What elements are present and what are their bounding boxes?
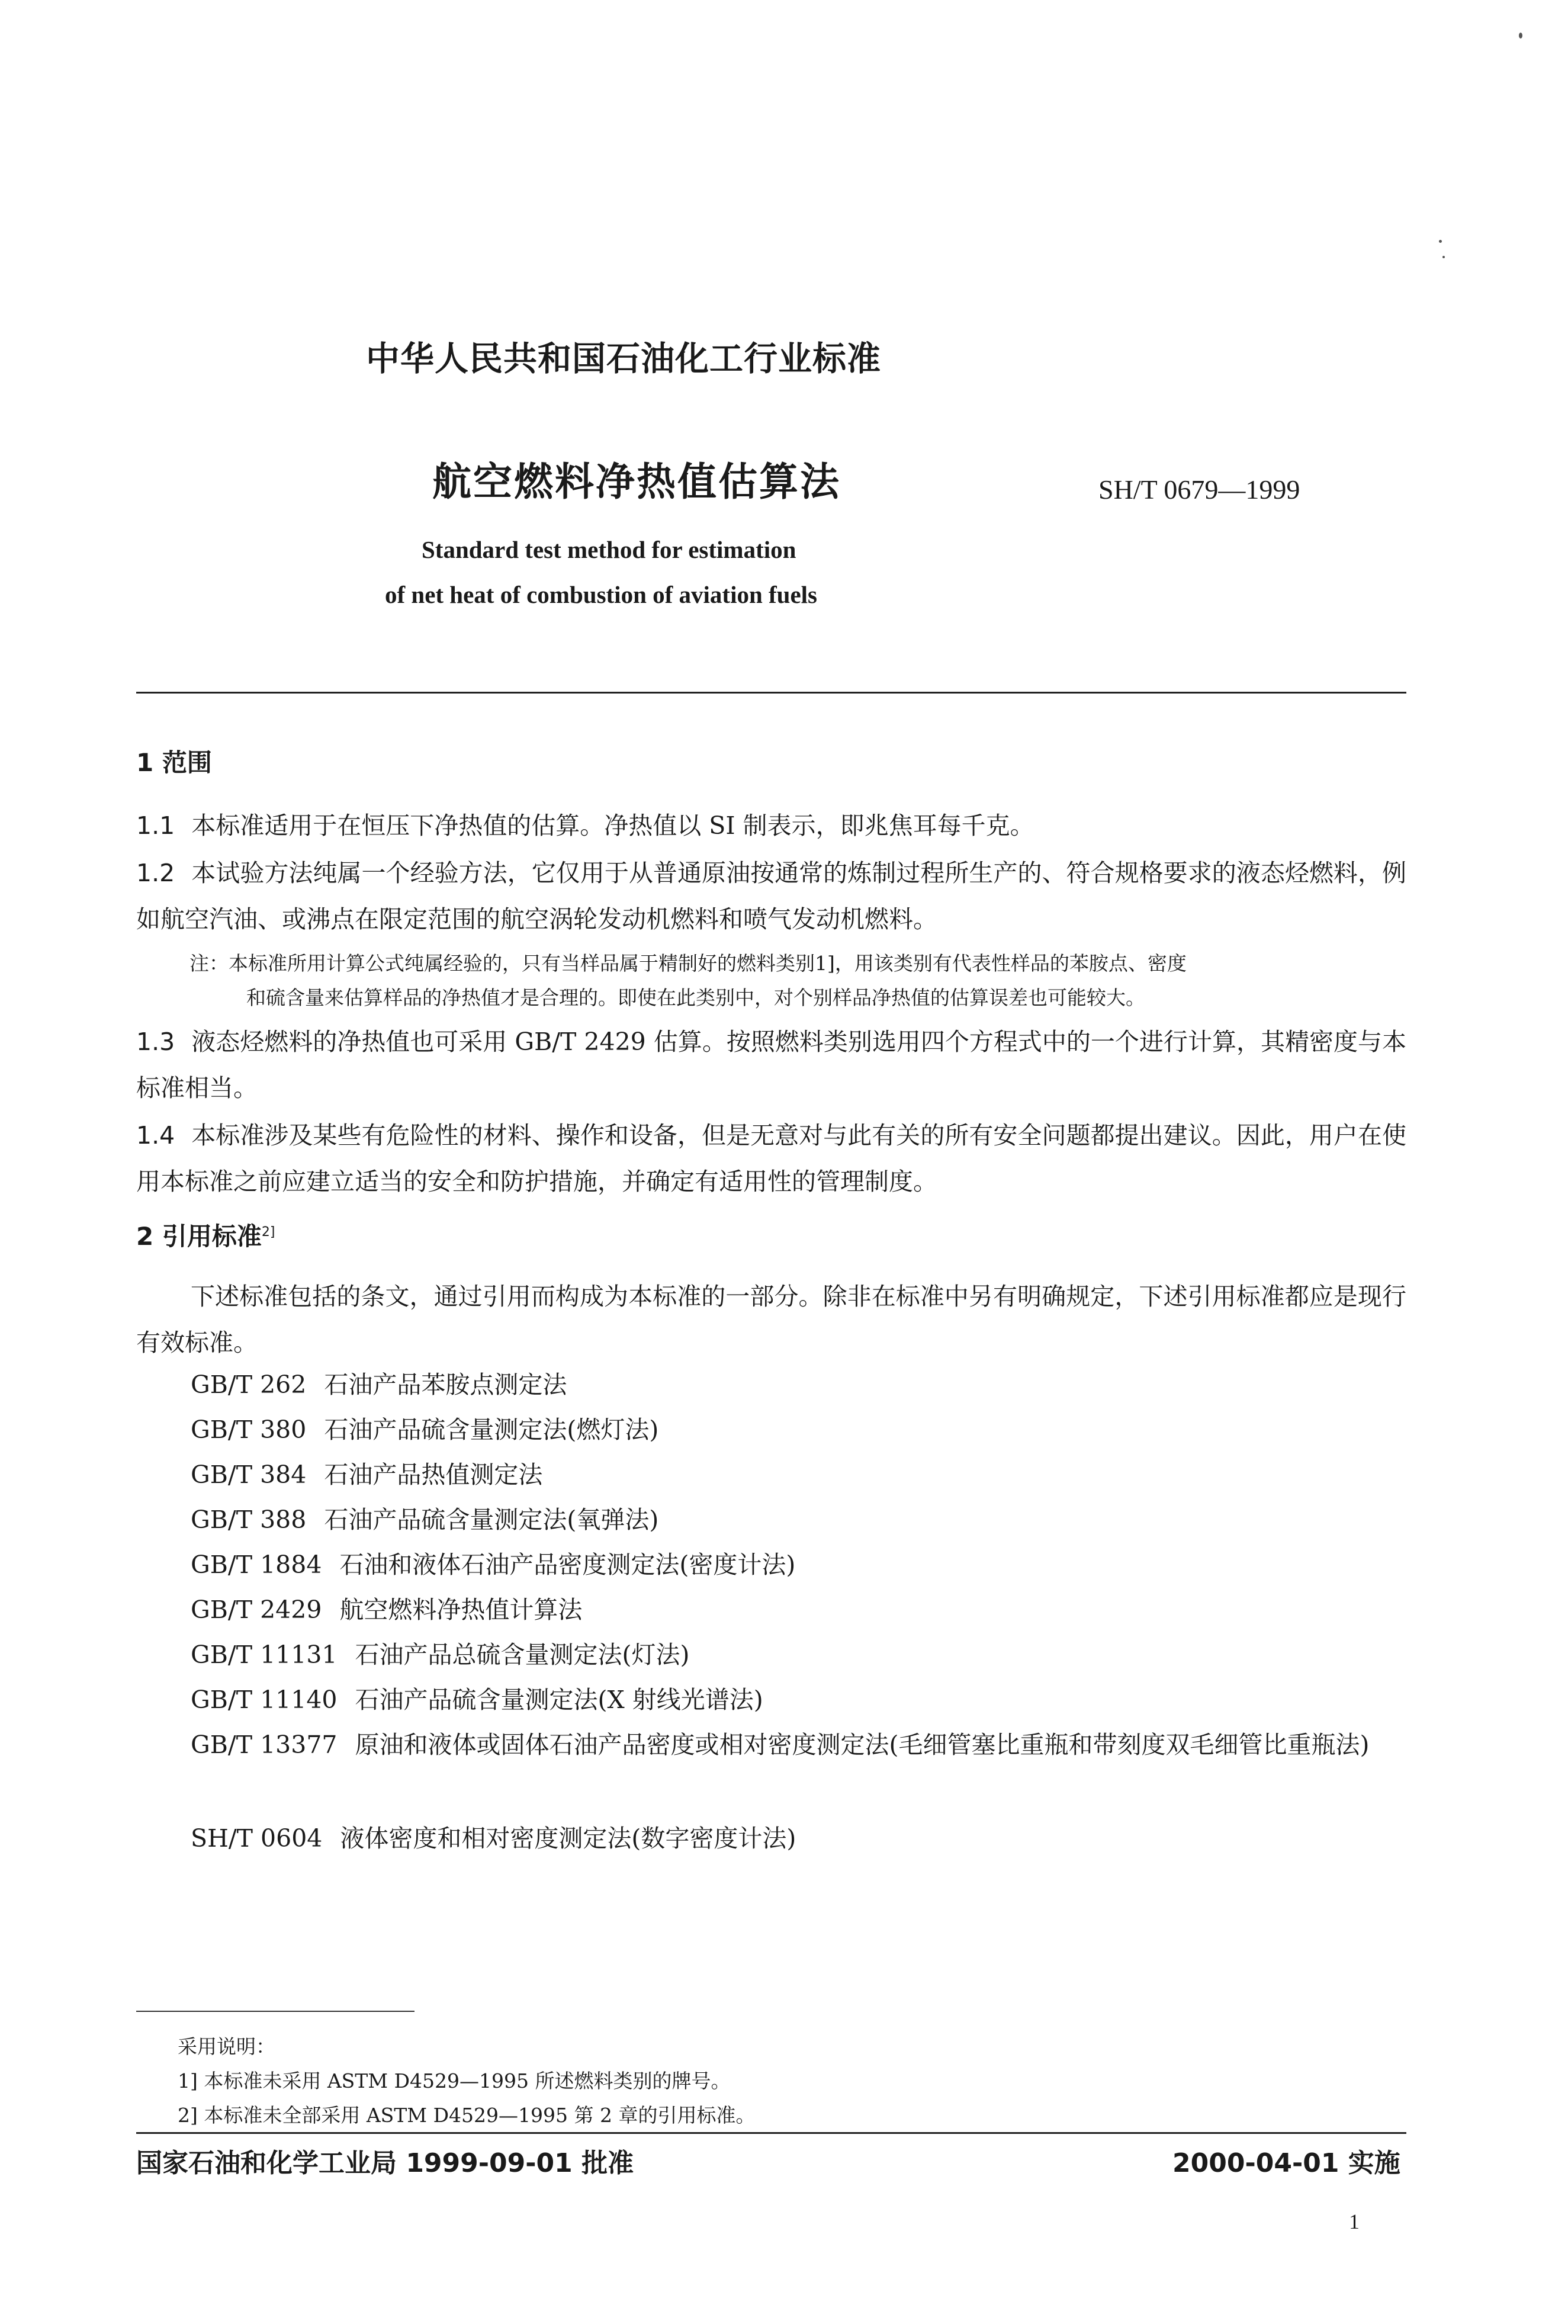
reference-item [191, 1677, 763, 1722]
reference-item [191, 1587, 582, 1632]
clause-text: 本试验方法纯属一个经验方法，它仅用于从普通原油按通常的炼制过程所生产的、符合规格要求的液态烃燃料，例如航空汽油、或沸点在限定范围的航空涡轮发动机燃料和喷气发动机燃料。 [136, 859, 1406, 933]
issuing-standard-header: 中华人民共和国石油化工行业标准 [366, 339, 881, 378]
reference-code: GB/T 262 [191, 1370, 307, 1399]
section-2-intro: 下述标准包括的条文，通过引用而构成为本标准的一部分。除非在标准中另有明确规定，下述引用标准都应是现行有效标准。 [136, 1282, 1406, 1357]
clause-text: 本标准涉及某些有危险性的材料、操作和设备，但是无意对与此有关的所有安全问题都提出建议。因此，用户在使用本标准之前应建立适当的安全和防护措施，并确定有适用性的管理制度。 [136, 1121, 1406, 1196]
clause-number: 1.2 [136, 859, 175, 887]
clause-number: 1.4 [136, 1121, 175, 1150]
reference-code: GB/T 380 [191, 1415, 307, 1444]
reference-code: GB/T 13377 [191, 1731, 338, 1759]
scan-speck [1519, 33, 1522, 38]
reference-item [191, 1407, 658, 1452]
reference-item [191, 1542, 795, 1587]
scan-speck [1442, 256, 1445, 258]
reference-item [191, 1497, 658, 1542]
reference-code: GB/T 11131 [191, 1641, 338, 1669]
clause-1-2 [136, 850, 1406, 942]
standard-code: SH/T 0679—1999 [1098, 474, 1300, 505]
reference-title: 原油和液体或固体石油产品密度或相对密度测定法(毛细管塞比重瓶和带刻度双毛细管比重瓶法) [355, 1731, 1370, 1759]
section-1-heading: 1 范围 [136, 748, 212, 777]
clause-number: 1.1 [136, 811, 175, 840]
reference-title: 航空燃料净热值计算法 [339, 1596, 583, 1624]
reference-title: 石油产品总硫含量测定法(灯法) [355, 1641, 690, 1669]
reference-code: GB/T 384 [191, 1460, 307, 1489]
reference-code: GB/T 2429 [191, 1596, 322, 1624]
reference-code: GB/T 1884 [191, 1551, 322, 1579]
document-title-en-line1: Standard test method for estimation [422, 536, 796, 563]
footnote-2: 2] 本标准未全部采用 ASTM D4529—1995 第 2 章的引用标准。 [178, 2104, 756, 2127]
clause-1-4 [136, 1112, 1406, 1205]
effective-date: 2000-04-01 实施 [1172, 2148, 1400, 2178]
note-line-2: 和硫含量来估算样品的净热值才是合理的。即使在此类别中，对个别样品净热值的估算误差也可能较大。 [246, 986, 1145, 1009]
reference-title: 石油产品硫含量测定法(氧弹法) [324, 1506, 659, 1534]
footnote-ref-2: 2] [261, 1225, 275, 1240]
reference-item [191, 1362, 567, 1407]
footnote-1: 1] 本标准未采用 ASTM D4529—1995 所述燃料类别的牌号。 [178, 2069, 731, 2092]
reference-item [191, 1452, 542, 1497]
approval-line: 国家石油和化学工业局 1999-09-01 批准 [136, 2148, 634, 2178]
clause-text: 液态烃燃料的净热值也可采用 GB/T 2429 估算。按照燃料类别选用四个方程式中的一个进行计算，其精密度与本标准相当。 [136, 1028, 1406, 1102]
reference-item [191, 1722, 1410, 1767]
clause-number: 1.3 [136, 1028, 175, 1056]
reference-title: 石油产品硫含量测定法(燃灯法) [324, 1415, 659, 1444]
page-number: 1 [1349, 2210, 1360, 2233]
reference-title: 石油和液体石油产品密度测定法(密度计法) [339, 1551, 796, 1579]
clause-text: 本标准适用于在恒压下净热值的估算。净热值以 SI 制表示，即兆焦耳每千克。 [191, 811, 1034, 840]
note-line-1: 注：本标准所用计算公式纯属经验的，只有当样品属于精制好的燃料类别1]，用该类别有代表性样品的苯胺点、密度 [189, 952, 1187, 975]
reference-item [191, 1816, 796, 1861]
reference-item [191, 1632, 690, 1677]
footer-divider [136, 2132, 1406, 2134]
reference-title: 石油产品苯胺点测定法 [324, 1370, 567, 1399]
reference-title: 液体密度和相对密度测定法(数字密度计法) [340, 1824, 796, 1853]
reference-code: SH/T 0604 [191, 1824, 323, 1853]
footnote-label: 采用说明： [178, 2035, 275, 2058]
clause-note [189, 946, 1406, 1015]
header-divider [136, 692, 1406, 694]
reference-code: GB/T 388 [191, 1506, 307, 1534]
document-title-cn: 航空燃料净热值估算法 [432, 459, 841, 505]
document-title-en-line2: of net heat of combustion of aviation fuels [385, 581, 818, 608]
clause-1-1 [136, 803, 1406, 849]
section-2-heading-text: 2 引用标准 [136, 1222, 262, 1251]
reference-code: GB/T 11140 [191, 1686, 338, 1714]
clause-1-3 [136, 1019, 1406, 1111]
section-2-heading [136, 1217, 275, 1253]
footnote-divider [136, 2011, 415, 2012]
scan-speck [1439, 240, 1442, 243]
reference-title: 石油产品硫含量测定法(X 射线光谱法) [355, 1686, 763, 1714]
reference-title: 石油产品热值测定法 [324, 1460, 543, 1489]
